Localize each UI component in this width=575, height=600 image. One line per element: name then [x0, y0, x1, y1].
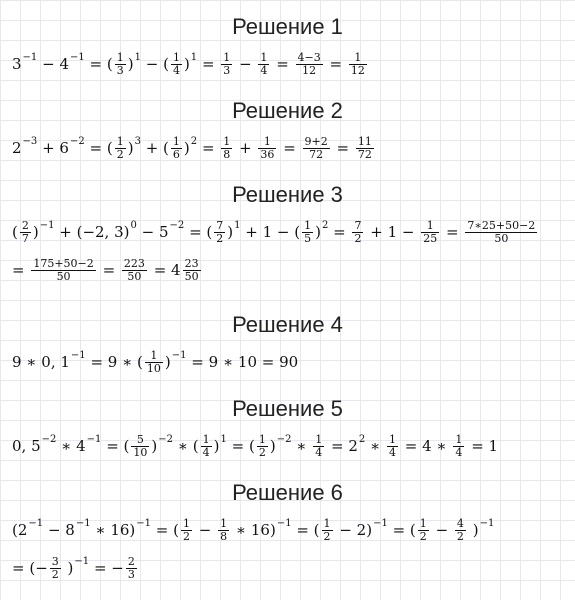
math-term: 3	[12, 55, 22, 74]
fraction-denominator: 50	[494, 232, 509, 246]
fraction	[356, 136, 374, 161]
fraction	[322, 518, 333, 543]
fraction	[31, 258, 95, 283]
math-term: 9 ∗ 0, 1	[12, 353, 70, 372]
math-term: = (	[106, 437, 130, 456]
math-term: )	[213, 437, 220, 456]
fraction-numerator: 3	[51, 555, 59, 568]
math-term: ∗ 16)	[95, 521, 136, 540]
math-term: − 5	[141, 223, 169, 242]
math-term: =	[333, 223, 351, 242]
fraction-denominator: 3	[223, 64, 231, 78]
fraction-numerator: 5	[131, 434, 149, 447]
exponent: −3	[22, 135, 38, 147]
fraction-numerator: 23	[184, 257, 199, 270]
math-term: =	[102, 261, 120, 280]
heading-solution-3: Решение 3	[232, 182, 343, 207]
fraction-denominator: 4	[455, 446, 463, 460]
fraction-denominator: 3	[116, 64, 124, 78]
math-term: ∗ (	[177, 437, 199, 456]
exponent: 1	[134, 51, 141, 63]
fraction-denominator: 4	[315, 446, 323, 460]
math-term: )	[164, 353, 171, 372]
solution-1-equation	[12, 52, 369, 77]
fraction-denominator: 4	[389, 446, 396, 460]
fraction-numerator: 11	[357, 135, 372, 148]
fraction-denominator: 8	[220, 530, 228, 544]
fraction-denominator: 50	[127, 270, 142, 284]
fraction-numerator: 1	[258, 433, 266, 446]
math-term: −	[42, 55, 55, 74]
fraction-numerator: 7∗25+50−2	[467, 219, 536, 232]
fraction-numerator: 223	[123, 257, 145, 270]
math-term: − 8	[47, 521, 75, 540]
heading-solution-5: Решение 5	[232, 396, 343, 421]
fraction-denominator: 72	[357, 148, 372, 162]
fraction	[122, 258, 147, 283]
fraction-denominator: 36	[260, 148, 275, 162]
math-term: ∗ 16)	[235, 521, 276, 540]
math-term: =	[336, 139, 354, 158]
exponent: −1	[75, 517, 91, 529]
fraction-numerator: 175+50−2	[33, 257, 94, 270]
fraction-numerator: 1	[220, 517, 228, 530]
fraction	[50, 556, 61, 581]
fraction-numerator: 1	[349, 52, 367, 65]
fraction-numerator: 1	[116, 135, 124, 148]
fraction	[258, 52, 269, 77]
heading-solution-6: Решение 6	[232, 480, 343, 505]
fraction-denominator: 25	[423, 232, 438, 246]
math-term: 4	[59, 55, 69, 74]
math-term: +	[239, 139, 257, 158]
fraction-numerator: 2	[127, 555, 135, 568]
fraction-denominator: 4	[260, 64, 268, 78]
solution-6-equation-line-2	[12, 556, 139, 581]
math-term: )	[32, 223, 39, 242]
fraction-denominator: 50	[184, 270, 199, 284]
fraction	[131, 434, 149, 459]
solution-6-equation-line-1	[12, 518, 494, 543]
fraction-denominator: 10	[146, 362, 161, 376]
solution-5-equation	[12, 434, 498, 459]
fraction-numerator: 4−3	[297, 51, 321, 64]
math-term: =	[12, 261, 30, 280]
exponent: 2	[190, 135, 198, 147]
fraction	[387, 434, 398, 459]
math-term: = (	[89, 55, 113, 74]
fraction-denominator: 72	[309, 148, 324, 162]
math-term: − (	[145, 55, 169, 74]
math-term: = 4	[153, 261, 181, 280]
math-term: (	[12, 223, 18, 242]
math-term: 0, 5	[12, 437, 41, 456]
math-term: = (	[392, 521, 416, 540]
fraction-denominator: 4	[202, 446, 210, 460]
math-term: = 9 ∗ (	[90, 353, 143, 372]
fraction-numerator: 1	[258, 136, 276, 149]
fraction-numerator: 7	[216, 219, 224, 232]
exponent: −2	[169, 219, 185, 231]
fraction-numerator: 1	[183, 517, 190, 530]
fraction-numerator: 1	[315, 433, 323, 446]
fraction-numerator: 1	[172, 51, 180, 64]
math-term: =	[201, 55, 220, 74]
exponent: 0	[130, 219, 137, 231]
fraction	[418, 518, 429, 543]
fraction-denominator: 8	[223, 148, 231, 162]
math-term: +	[42, 139, 60, 158]
exponent: −1	[86, 433, 102, 445]
exponent: −1	[136, 517, 152, 529]
exponent: 3	[134, 135, 141, 147]
fraction	[257, 434, 268, 459]
math-term: = (	[155, 521, 179, 540]
math-term: )	[269, 437, 276, 456]
fraction-denominator: 2	[116, 148, 124, 162]
fraction-denominator: 2	[216, 232, 224, 246]
fraction-denominator: 2	[51, 568, 59, 582]
math-term: = (	[296, 521, 320, 540]
exponent: −1	[28, 517, 44, 529]
exponent: −1	[69, 51, 85, 63]
fraction-numerator: 1	[260, 51, 268, 64]
math-term: )	[315, 223, 321, 242]
fraction-denominator: 50	[56, 270, 71, 284]
exponent: 2	[358, 433, 366, 445]
fraction-denominator: 12	[302, 64, 317, 78]
fraction	[171, 52, 182, 77]
exponent: 2	[321, 219, 329, 231]
math-term: = (	[89, 139, 113, 158]
fraction-numerator: 1	[421, 220, 439, 233]
fraction-numerator: 1	[455, 433, 463, 446]
fraction-numerator: 1	[323, 517, 331, 530]
math-term: = (	[189, 223, 213, 242]
solution-2-equation	[12, 136, 376, 161]
math-term: ∗	[296, 437, 312, 456]
fraction	[302, 220, 313, 245]
math-term: ∗ 4	[61, 437, 86, 456]
exponent: −1	[70, 349, 86, 361]
fraction-denominator: 3	[127, 568, 135, 582]
fraction-numerator: 1	[116, 51, 124, 64]
math-term: =	[446, 223, 464, 242]
math-term: )	[127, 55, 134, 74]
math-term: (2	[12, 521, 28, 540]
math-term: −	[239, 55, 257, 74]
exponent: −1	[22, 51, 38, 63]
fraction-denominator: 2	[354, 232, 362, 246]
fraction	[218, 518, 229, 543]
fraction-numerator: 1	[172, 135, 180, 148]
heading-solution-1: Решение 1	[232, 14, 343, 39]
math-term: 2	[12, 139, 22, 158]
exponent: −2	[69, 135, 85, 147]
math-term: = (	[231, 437, 255, 456]
exponent: −2	[41, 433, 57, 445]
fraction-numerator: 4	[456, 517, 464, 530]
exponent: −1	[276, 517, 292, 529]
math-term: )	[67, 559, 74, 578]
fraction-numerator: 1	[389, 433, 396, 446]
math-term: + 1 − (	[245, 223, 301, 242]
fraction-denominator: 7	[21, 232, 29, 246]
math-term: −	[198, 521, 217, 540]
math-term: = (−	[12, 559, 48, 578]
math-term: − 2)	[339, 521, 373, 540]
math-term: =	[276, 55, 294, 74]
fraction	[145, 350, 163, 375]
fraction	[421, 220, 439, 245]
fraction-numerator: 2	[21, 219, 29, 232]
math-term: ∗	[370, 437, 385, 456]
math-term: )	[227, 223, 234, 242]
fraction	[126, 556, 137, 581]
fraction-denominator: 2	[323, 530, 331, 544]
fraction-numerator: 1	[223, 51, 231, 64]
solution-4-equation	[12, 350, 298, 375]
exponent: 1	[190, 51, 198, 63]
math-term: = 1	[471, 437, 499, 456]
heading-solution-4: Решение 4	[232, 312, 343, 337]
fraction	[465, 220, 537, 245]
solution-3-equation-line-1	[12, 220, 539, 245]
fraction	[313, 434, 324, 459]
fraction	[214, 220, 225, 245]
exponent: −1	[74, 555, 90, 567]
math-term: )	[183, 55, 190, 74]
fraction-numerator: 1	[145, 350, 163, 363]
math-term: = 9 ∗ 10 = 90	[191, 353, 299, 372]
fraction-numerator: 1	[202, 433, 210, 446]
fraction-numerator: 1	[304, 219, 312, 232]
math-term: + 1 −	[370, 223, 420, 242]
fraction	[258, 136, 276, 161]
exponent: −1	[479, 517, 495, 529]
solution-3-equation-line-2	[12, 258, 203, 283]
fraction-numerator: 1	[419, 517, 427, 530]
math-term: )	[183, 139, 190, 158]
math-term: =	[283, 139, 301, 158]
math-term: )	[127, 139, 134, 158]
exponent: −2	[158, 433, 174, 445]
exponent: −1	[171, 349, 187, 361]
fraction	[349, 52, 367, 77]
fraction	[221, 52, 232, 77]
fraction	[115, 52, 126, 77]
fraction-numerator: 1	[223, 135, 231, 148]
math-term: = 2	[330, 437, 358, 456]
fraction	[352, 220, 363, 245]
fraction	[303, 136, 330, 161]
fraction	[455, 518, 466, 543]
fraction	[115, 136, 126, 161]
math-term: )	[151, 437, 158, 456]
fraction-numerator: 9+2	[304, 135, 328, 148]
fraction	[201, 434, 212, 459]
math-term: )	[472, 521, 479, 540]
fraction	[221, 136, 232, 161]
fraction	[296, 52, 323, 77]
fraction	[453, 434, 464, 459]
fraction	[181, 518, 192, 543]
exponent: 1	[220, 433, 227, 445]
fraction-numerator: 7	[354, 219, 362, 232]
math-term: 6	[59, 139, 69, 158]
fraction	[183, 258, 201, 283]
math-term: + (−2, 3)	[59, 223, 130, 242]
fraction-denominator: 10	[133, 446, 148, 460]
math-term: = −	[93, 559, 124, 578]
fraction-denominator: 2	[419, 530, 427, 544]
math-term: =	[329, 55, 347, 74]
exponent: −1	[373, 517, 388, 529]
fraction	[171, 136, 182, 161]
exponent: −1	[39, 219, 55, 231]
fraction-denominator: 6	[172, 148, 180, 162]
fraction-denominator: 2	[456, 530, 464, 544]
math-term: −	[435, 521, 453, 540]
fraction-denominator: 5	[304, 232, 312, 246]
exponent: 1	[234, 219, 241, 231]
fraction-denominator: 2	[258, 446, 266, 460]
fraction	[20, 220, 31, 245]
math-term: + (	[145, 139, 169, 158]
math-term: =	[201, 139, 220, 158]
fraction-denominator: 4	[172, 64, 180, 78]
heading-solution-2: Решение 2	[232, 98, 343, 123]
exponent: −2	[276, 433, 292, 445]
math-term: = 4 ∗	[404, 437, 452, 456]
fraction-denominator: 2	[183, 530, 190, 544]
fraction-denominator: 12	[350, 64, 365, 78]
